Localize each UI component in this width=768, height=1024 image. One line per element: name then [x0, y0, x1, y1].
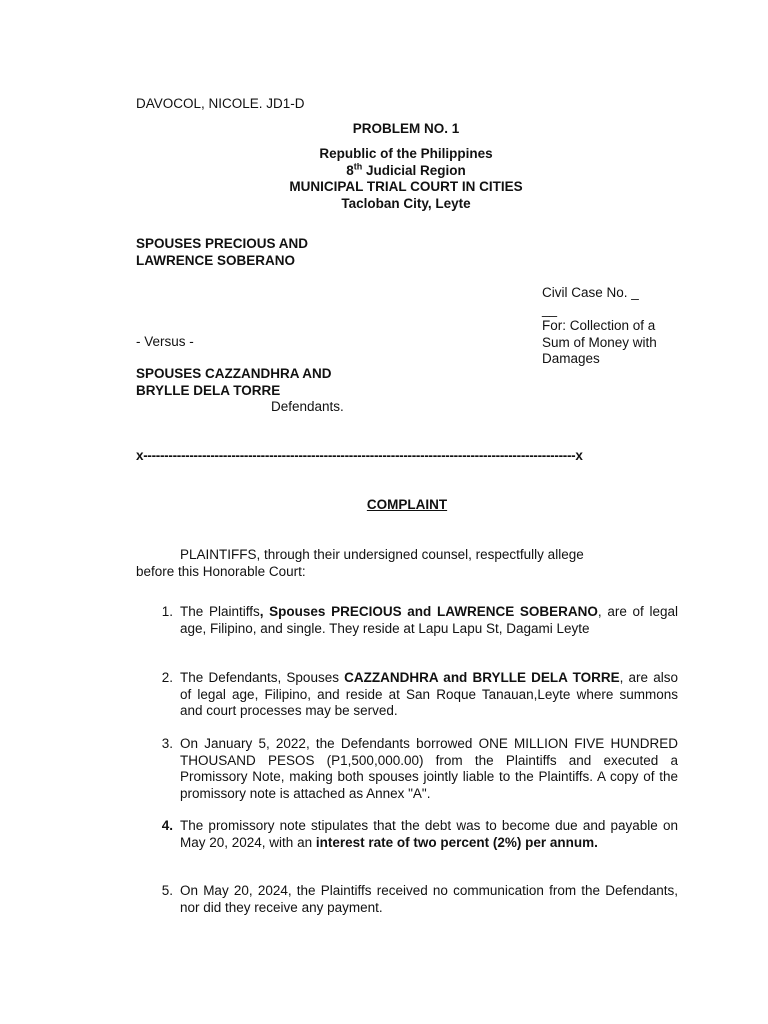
court-caption — [0, 146, 768, 212]
list-item — [180, 736, 678, 802]
item-text: The Defendants, Spouses — [180, 670, 345, 685]
problem-title: PROBLEM NO. 1 — [352, 121, 460, 136]
item-text: The promissory note stipulates that the debt was to become due and payable on May 20, 2024, with an — [180, 818, 678, 850]
separator-line: x-------------------------------------------------------------------------------------------------------x — [136, 448, 583, 463]
item-bold-text: interest rate of two percent (2%) per annum. — [315, 834, 598, 850]
court-line-city: Tacloban City, Leyte — [341, 195, 471, 211]
item-number: 5. — [161, 883, 173, 898]
case-info-block — [542, 285, 692, 368]
case-for-line-3: Damages — [542, 351, 600, 366]
list-item — [180, 604, 678, 637]
intro-paragraph — [136, 547, 696, 580]
region-number: 8 — [346, 162, 354, 178]
item-number: 4. — [161, 818, 173, 833]
item-number: 2. — [161, 670, 173, 685]
defendants-line-2: BRYLLE DELA TORRE — [136, 382, 281, 398]
defendants-block — [136, 366, 332, 399]
court-line-name: MUNICIPAL TRIAL COURT IN CITIES — [289, 179, 523, 194]
court-line-region — [0, 163, 768, 180]
defendants-line-1: SPOUSES CAZZANDHRA AND — [136, 366, 332, 381]
list-item — [180, 670, 678, 720]
item-text: On May 20, 2024, the Plaintiffs received no communication from the Defendants, nor did they receive any payment. — [180, 883, 678, 915]
complaint-title: COMPLAINT — [366, 497, 448, 512]
plaintiffs-line-2: LAWRENCE SOBERANO — [136, 252, 296, 268]
item-text: The Plaintiffs — [180, 604, 260, 619]
versus-label: - Versus - — [136, 334, 194, 349]
item-number: 1. — [161, 604, 173, 619]
list-item — [180, 883, 678, 916]
case-for-line-2: Sum of Money with — [542, 334, 657, 350]
intro-line-1: PLAINTIFFS, through their undersigned counsel, respectfully allege — [180, 547, 584, 562]
civil-case-number: Civil Case No. _ — [542, 285, 639, 300]
list-item — [180, 818, 678, 851]
defendants-label: Defendants. — [271, 399, 344, 414]
item-text: On January 5, 2022, the Defendants borrowed ONE MILLION FIVE HUNDRED THOUSAND PESOS (P1,500,000.00) from the Plaintiffs and executed a Promissory Note, making both spouses jointly liable to the Plaintiffs. A copy of the promissory note is attached as Annex "A". — [180, 736, 678, 801]
item-number: 3. — [161, 736, 173, 751]
item-bold-text: , Spouses PRECIOUS and LAWRENCE SOBERANO — [259, 604, 598, 619]
case-for-line-1: For: Collection of a — [542, 318, 656, 333]
item-text-cont: , are also of legal age, Filipino, and reside at San Roque Tanauan,Leyte where summons and court processes may be served. — [180, 670, 678, 718]
author-line: DAVOCOL, NICOLE. JD1-D — [136, 96, 305, 111]
item-bold-text: CAZZANDHRA and BRYLLE DELA TORRE — [344, 670, 620, 685]
plaintiffs-line-1: SPOUSES PRECIOUS AND — [136, 236, 309, 251]
region-superscript: th — [353, 161, 363, 171]
item-text-cont: , are of legal age, Filipino, and single. They reside at Lapu Lapu St, Dagami Leyte — [180, 604, 678, 636]
civil-case-blank: __ — [542, 301, 558, 317]
court-line-republic: Republic of the Philippines — [319, 146, 493, 161]
region-label: Judicial Region — [362, 162, 466, 178]
plaintiffs-block — [136, 236, 308, 269]
intro-line-2: before this Honorable Court: — [136, 563, 306, 579]
